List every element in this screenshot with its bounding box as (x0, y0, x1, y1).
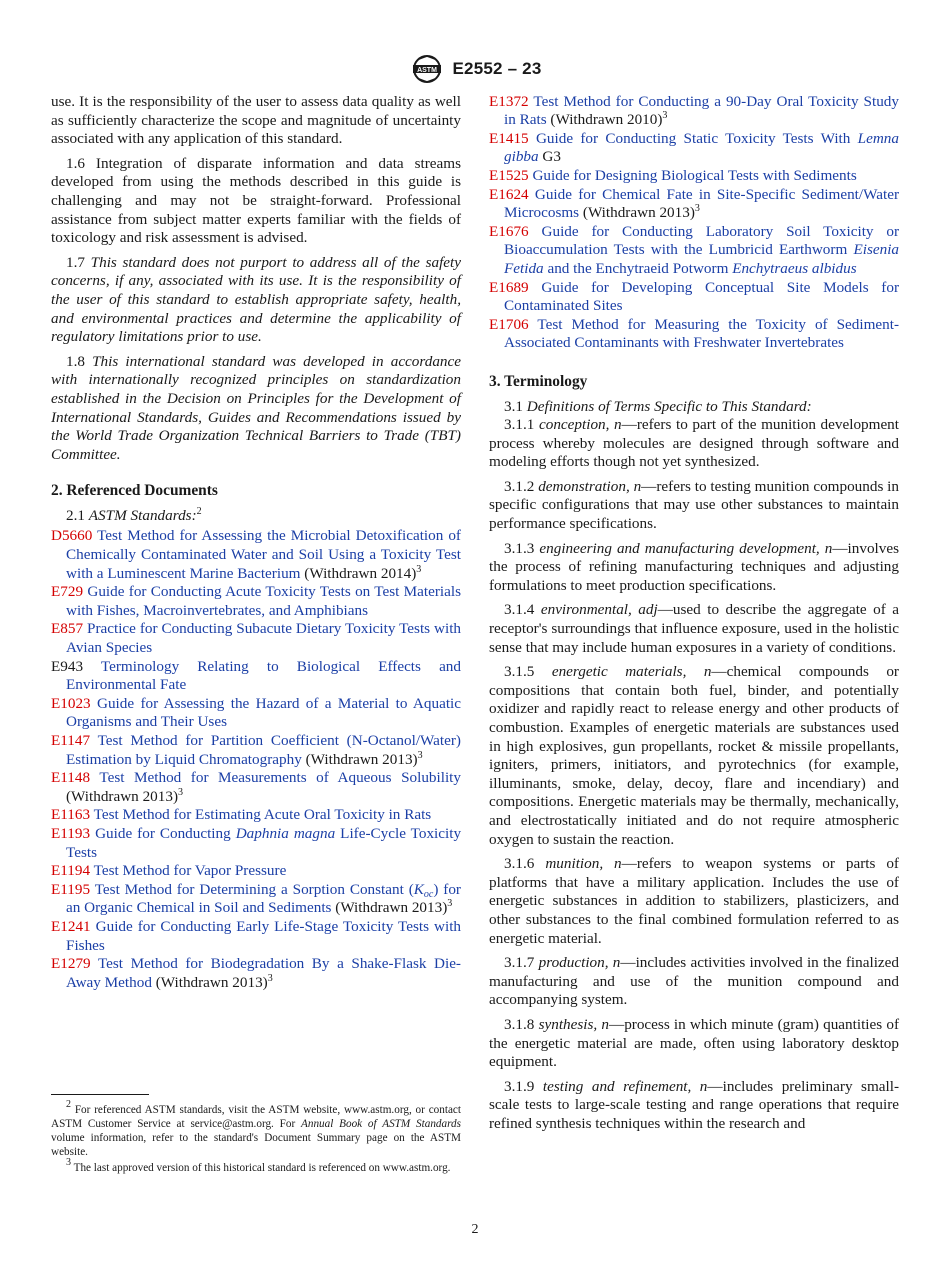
paragraph-1-7: 1.7 This standard does not purport to address all of the safety concerns, if any, associated with its use. It is the responsibility of the user of this standard to establish appropriate safety, health, and environmental practices and determine the applicability of regulatory limitations prior to use. (51, 253, 462, 346)
section-heading-terminology: 3. Terminology (489, 372, 588, 390)
footnote-divider (51, 1094, 149, 1095)
reference-e1148[interactable]: E1148 Test Method for Measurements of Aqueous Solubility (Withdrawn 2013)$^3$ (51, 769, 461, 805)
reference-e1241[interactable]: E1241 Guide for Conducting Early Life-Stage Toxicity Tests with Fishes (51, 917, 462, 954)
reference-e1147[interactable]: E1147 Test Method for Partition Coefficient (N-Octanol/Water) Estimation by Liquid Chromatography (Withdrawn 2013)$^3$ (51, 732, 461, 768)
reference-e943[interactable]: E943 Terminology Relating to Biological Effects and Environmental Fate (51, 657, 461, 694)
definition-3-1-4: 3.1.4 environmental, adj—used to describe the aggregate of a receptor's surroundings that influence exposure, used in the holistic sense that may include human exposures in a variety of conditions. (489, 601, 900, 656)
reference-e1415[interactable]: E1415 Guide for Conducting Static Toxicity Tests With Lemna gibba G3 (489, 129, 899, 166)
definition-3-1-5: 3.1.5 energetic materials, n—chemical compounds or compositions that contain both fuel, binder, and potentially oxidizer and rapidly react to release energy and other products of combustion. Examples of energetic materials are substances used in high explosives, gun propellants, rocket & missile propellants, igniters, primers, initiators, and pyrotechnics (for example, illuminants, smoke, delay, decoy, flare and incendiary) and compositions. Energetic materials may be thermally, mechanically, and electrostatically initiated and do not require atmospheric oxygen to sustain the reaction. (489, 663, 899, 848)
reference-e1624[interactable]: E1624 Guide for Chemical Fate in Site-Specific Sediment/Water Microcosms (Withdrawn 2013)$^3$ (489, 185, 900, 222)
footnotes (51, 1099, 461, 1178)
reference-e857[interactable]: E857 Practice for Conducting Subacute Dietary Toxicity Tests with Avian Species (51, 620, 462, 657)
definition-3-1-1: 3.1.1 conception, n—refers to part of the munition development process whereby molecules are designed through software and modeling efforts though not yet synthesized. (489, 416, 899, 471)
document-id: E2552 – 23 (452, 59, 542, 78)
reference-e1689[interactable]: E1689 Guide for Developing Conceptual Site Models for Contaminated Sites (489, 278, 899, 315)
page-number: 2 (471, 1222, 479, 1237)
reference-d5660[interactable]: D5660 Test Method for Assessing the Microbial Detoxification of Chemically Contaminated Water and Soil Using a Toxicity Test with a Luminescent Marine Bacterium (Withdrawn 2014)$^3$ (51, 527, 461, 582)
definition-3-1-7: 3.1.7 production, n—includes activities involved in the finalized manufacturing and use of the munition compound and accompanying system. (489, 954, 899, 1009)
reference-e1194[interactable]: E1194 Test Method for Vapor Pressure (51, 862, 287, 880)
reference-e1023[interactable]: E1023 Guide for Assessing the Hazard of a Material to Aquatic Organisms and Their Uses (51, 694, 462, 731)
reference-e1163[interactable]: E1163 Test Method for Estimating Acute Oral Toxicity in Rats (51, 806, 432, 824)
reference-e1676[interactable]: E1676 Guide for Conducting Laboratory Soil Toxicity or Bioaccumulation Tests with the Lumbricid Earthworm Eisenia Fetida and the Enchytraeid Potworm Enchytraeus albidus (489, 222, 900, 277)
right-column (489, 74, 899, 1139)
paragraph-1-6: 1.6 Integration of disparate information and data streams developed from using the methods described in this guide is challenging and may not be straight-forward. Professional assistance from subject matter experts familiar with the fields of toxicology and risk assessment is advised. (51, 154, 461, 247)
footnote-3: $^3$ The last approved version of this historical standard is referenced on www.astm.org. (66, 1156, 451, 1174)
paragraph-scope-continued: use. It is the responsibility of the user to assess data quality as well as sufficiently characterize the scope and magnitude of uncertainty associated with any application of this standard. (51, 93, 461, 148)
reference-e729[interactable]: E729 Guide for Conducting Acute Toxicity Tests on Test Materials with Fishes, Macroinvertebrates, and Amphibians (51, 583, 461, 619)
paragraph-3-1: 3.1 Definitions of Terms Specific to This Standard: (504, 397, 812, 415)
reference-e1525[interactable]: E1525 Guide for Designing Biological Tests with Sediments (489, 166, 857, 184)
definition-3-1-8: 3.1.8 synthesis, n—process in which minute (gram) quantities of the energetic material are made, often using laboratory desktop equipment. (489, 1015, 900, 1071)
section-heading-referenced-documents: 2. Referenced Documents (51, 482, 218, 500)
left-column (51, 93, 461, 992)
reference-e1279[interactable]: E1279 Test Method for Biodegradation By a Shake-Flask Die-Away Method (Withdrawn 2013)$^3$ (51, 955, 461, 991)
paragraph-1-8: 1.8 This international standard was developed in accordance with internationally recognized principles on standardization established in the Decision on Principles for the Development of International Standards, Guides and Recommendations issued by the World Trade Organization Technical Barriers to Trade (TBT) Committee. (51, 352, 462, 463)
paragraph-2-1: 2.1 ASTM Standards:$^2$ (66, 505, 202, 524)
footnote-2: $^2$ For referenced ASTM standards, visit the ASTM website, www.astm.org, or contact ASTM Customer Service at service@astm.org. For Annual Book of ASTM Standards volume information, refer to the standard's Document Summary page on the ASTM website. (51, 1099, 461, 1158)
reference-e1372[interactable]: E1372 Test Method for Conducting a 90-Day Oral Toxicity Study in Rats (Withdrawn 2010)$^3$ (489, 92, 899, 129)
reference-e1706[interactable]: E1706 Test Method for Measuring the Toxicity of Sediment-Associated Contaminants with Freshwater Invertebrates (489, 315, 900, 352)
definition-3-1-2: 3.1.2 demonstration, n—refers to testing munition compounds in specific configurations that may use other substances to maintain performance specifications. (489, 477, 899, 533)
reference-e1195[interactable]: E1195 Test Method for Determining a Sorption Constant $(K_{oc})$ for an Organic Chemical in Soil and Sediments (Withdrawn 2013)$^3$ (51, 880, 461, 917)
definition-3-1-6: 3.1.6 munition, n—refers to weapon systems or parts of platforms that have a military application. Includes the use of energetic substances in addition to stabilizers, plasticizers, and other substances to the final combined formulation referred to as energetic material. (489, 855, 899, 947)
definition-3-1-3: 3.1.3 engineering and manufacturing development, n—involves the process of refining manufacturing techniques and adjusting formulations to meet production specifications. (489, 539, 899, 594)
definition-3-1-9: 3.1.9 testing and refinement, n—includes preliminary small-scale tests to large-scale testing and range operations that require refined synthesis techniques within the research and (489, 1077, 899, 1132)
astm-logo-icon (409, 54, 445, 84)
reference-e1193[interactable]: E1193 Guide for Conducting Daphnia magna Life-Cycle Toxicity Tests (51, 824, 462, 861)
svg-text:ASTM: ASTM (416, 66, 437, 74)
